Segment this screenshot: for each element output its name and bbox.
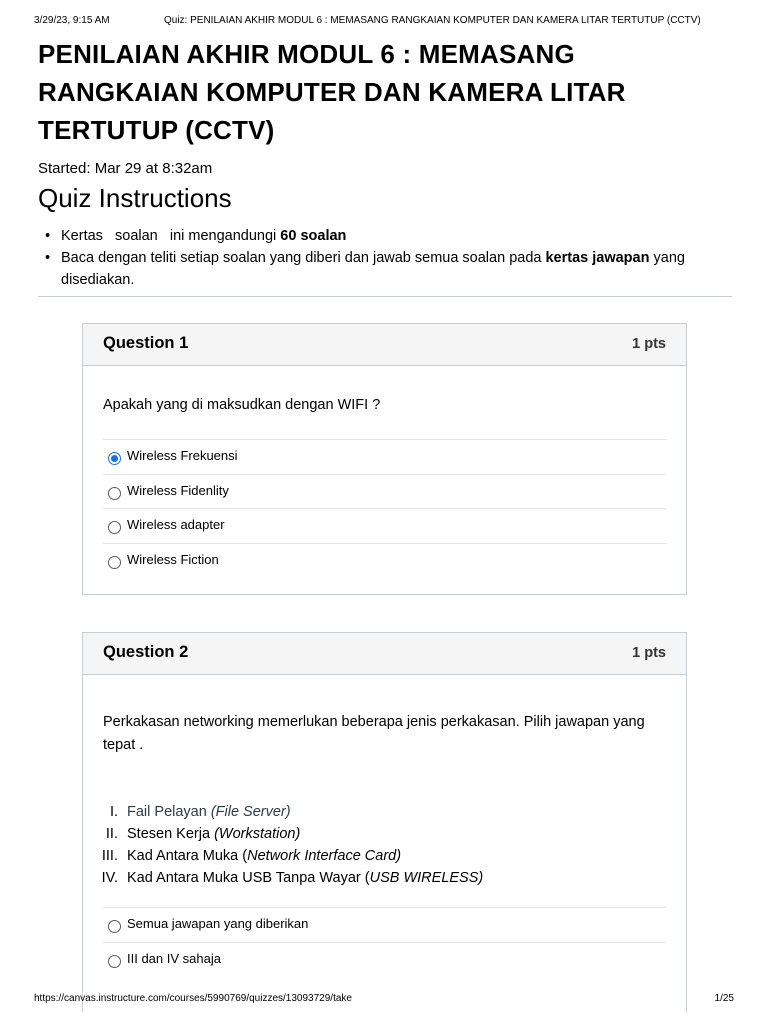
page-url: https://canvas.instructure.com/courses/5990769/quizzes/13093729/take [34,993,352,1004]
answer-list [103,439,666,578]
instruction-word-soalan: soalan [115,228,158,244]
statement-number: III. [101,848,118,864]
statement-english: (File Server) [210,804,291,820]
instruction-text: Baca dengan teliti setiap soalan yang diberi dan jawab semua soalan pada [61,250,542,266]
instructions-heading: Quiz Instructions [38,183,232,213]
question-text: Apakah yang di maksudkan dengan WIFI ? [103,397,381,413]
statement-item [103,867,686,889]
print-header [34,15,734,29]
instruction-item-2 [42,247,742,291]
statement-english: (Workstation) [214,826,301,842]
question-points: 1 pts [632,336,666,352]
quiz-started-time: Started: Mar 29 at 8:32am [38,160,213,177]
instruction-emphasis: kertas jawapan [545,250,650,266]
instruction-word-kertas: Kertas [61,228,103,244]
statement-text [127,823,300,845]
instructions-list [42,225,742,291]
section-divider [38,296,732,297]
answer-label[interactable]: Wireless adapter [127,517,225,532]
radio-icon[interactable] [108,487,121,500]
question-2 [82,632,687,1012]
print-date: 3/29/23, 9:15 AM [34,15,110,26]
statement-main: Kad Antara Muka [127,848,239,864]
answer-option[interactable] [103,509,666,544]
instruction-item-1 [42,225,742,247]
statement-item [103,845,686,867]
statement-list [103,801,686,889]
quiz-title: PENILAIAN AKHIR MODUL 6 : MEMASANG RANGKAIAN KOMPUTER DAN KAMERA LITAR TERTUTUP (CCTV) [38,39,626,145]
instruction-question-count: 60 soalan [280,228,347,244]
radio-icon[interactable] [108,955,121,968]
statement-item [103,823,686,845]
statement-paren: ( [242,848,248,864]
answer-label[interactable]: Semua jawapan yang diberikan [127,916,309,931]
statement-number: I. [109,804,118,820]
page-number: 1/25 [714,993,734,1004]
question-name: Question 2 [103,643,189,661]
statement-english: USB WIRELESS) [369,870,484,886]
statement-main: Stesen Kerja [127,826,211,842]
answer-list [103,907,666,977]
print-footer [34,993,734,1007]
statement-number: IV. [101,870,118,886]
answer-option[interactable] [103,475,666,510]
print-page-title: Quiz: PENILAIAN AKHIR MODUL 6 : MEMASANG RANGKAIAN KOMPUTER DAN KAMERA LITAR TERTUTUP (CCTV) [164,15,701,26]
statement-english: Network Interface Card) [247,848,402,864]
radio-icon[interactable] [108,556,121,569]
statement-text [127,845,401,867]
question-points: 1 pts [632,645,666,661]
statement-paren: ( [364,870,370,886]
question-text: Perkakasan networking memerlukan beberapa jenis perkakasan. Pilih jawapan yang tepat . [103,714,645,753]
question-header [83,633,686,675]
radio-selected-icon[interactable] [108,452,121,465]
radio-icon[interactable] [108,521,121,534]
statement-text [127,867,483,889]
statement-text [127,801,291,823]
answer-option[interactable] [103,544,666,579]
statement-number: II. [105,826,118,842]
answer-option[interactable] [103,440,666,475]
radio-icon[interactable] [108,920,121,933]
answer-label[interactable]: Wireless Fiction [127,551,219,567]
answer-label[interactable]: III dan IV sahaja [127,950,221,966]
question-name: Question 1 [103,334,189,352]
answer-option[interactable] [103,943,666,978]
answer-label[interactable]: Wireless Frekuensi [127,448,238,463]
instruction-text-end: yang disediakan. [61,250,685,288]
question-header [83,324,686,366]
statement-main: Fail Pelayan [127,804,207,820]
statement-item [103,801,686,823]
answer-label[interactable]: Wireless Fidenlity [127,482,229,498]
answer-option[interactable] [103,908,666,943]
question-1 [82,323,687,595]
instruction-text: ini mengandungi [169,228,277,244]
statement-main: Kad Antara Muka USB Tanpa Wayar [127,870,361,886]
